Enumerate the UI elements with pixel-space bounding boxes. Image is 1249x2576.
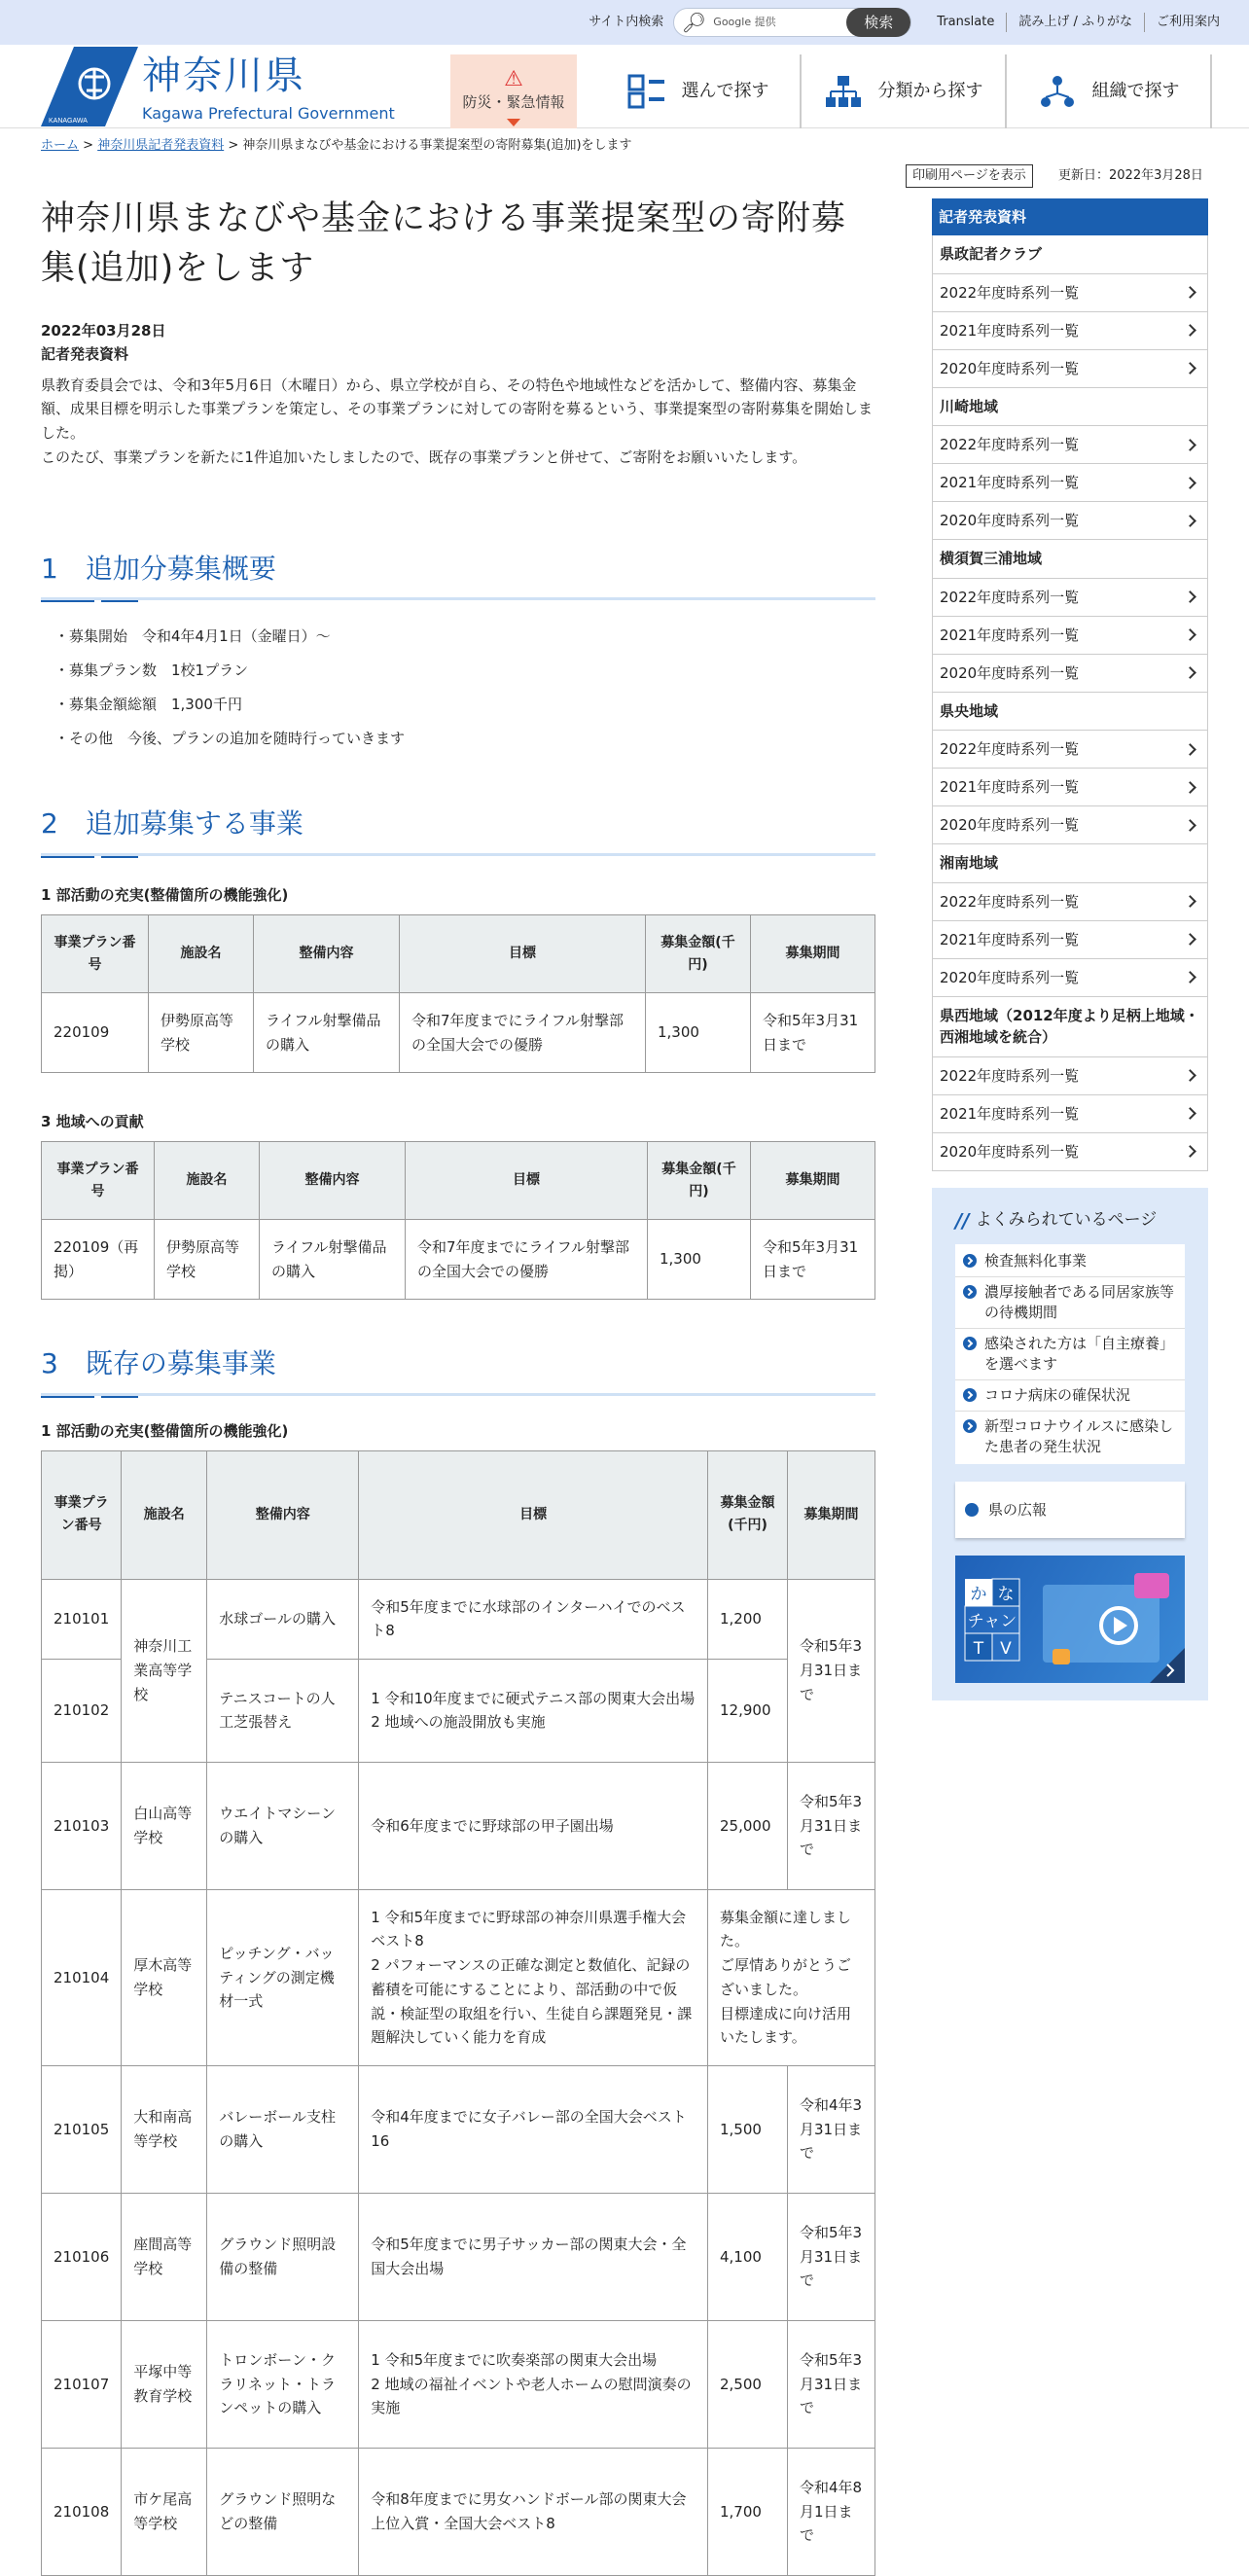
tv-banner-graphic (955, 1556, 1185, 1683)
sidebar-link-label: 2020年度時系列一覧 (940, 663, 1080, 682)
sidebar-link[interactable] (933, 654, 1207, 692)
search-box[interactable] (673, 8, 911, 37)
sidebar-title: 記者発表資料 (932, 198, 1208, 235)
cell-period: 令和5年3月31日まで (751, 993, 875, 1073)
sidebar-link-label: 2021年度時系列一覧 (940, 626, 1080, 644)
col-header-school: 施設名 (155, 1142, 260, 1220)
sidebar-link[interactable] (933, 463, 1207, 501)
chevron-right-icon (1184, 515, 1196, 527)
sidebar-link-label: 2021年度時系列一覧 (940, 474, 1080, 491)
popular-link-label: コロナ病床の確保状況 (984, 1385, 1131, 1404)
table-row (42, 2448, 875, 2575)
sidebar-link-label: 2020年度時系列一覧 (940, 512, 1080, 529)
cell-no: 220109（再掲） (42, 1220, 155, 1300)
popular-list (955, 1244, 1185, 1464)
chevron-right-icon (1184, 590, 1196, 603)
popular-link[interactable] (955, 1379, 1185, 1411)
cell-school: 神奈川工業高等学校 (122, 1579, 207, 1762)
chevron-right-icon (1184, 1107, 1196, 1120)
warning-icon: ⚠︎ (504, 67, 523, 91)
sidebar-link-label: 2021年度時系列一覧 (940, 321, 1080, 340)
cell-no: 220109 (42, 993, 149, 1073)
cell-amount: 1,300 (646, 993, 751, 1073)
table-row (42, 1220, 875, 1300)
cell-period: 令和5年3月31日まで (788, 2320, 875, 2448)
popular-link[interactable] (955, 1411, 1185, 1462)
nav-category-label: 分類から探す (877, 80, 983, 101)
emergency-info-button[interactable] (450, 54, 577, 128)
cell-period: 令和5年3月31日まで (751, 1220, 875, 1300)
chevron-right-icon (963, 1419, 977, 1433)
cell-period: 令和5年3月31日まで (788, 1762, 875, 1889)
sidebar-link-label: 2021年度時系列一覧 (940, 930, 1080, 948)
reading-link[interactable]: 読み上げ / ふりがな (1006, 13, 1144, 33)
tv-char-3: チャン (967, 1611, 1017, 1631)
list-item: ・募集金額総額 1,300千円 (54, 696, 242, 714)
popular-link[interactable] (955, 1328, 1185, 1379)
popular-link[interactable] (955, 1276, 1185, 1328)
table-row (42, 1579, 875, 1659)
chevron-right-icon (1184, 1069, 1196, 1082)
cell-goal: 令和8年度までに男女ハンドボール部の関東大会上位入賞・全国大会ベスト8 (359, 2448, 708, 2575)
table-row (42, 2320, 875, 2448)
cell-goal: 1 令和5年度までに吹奏楽部の関東大会出場 2 地域の福祉イベントや老人ホームの慰問演奏の実施 (359, 2320, 708, 2448)
sidebar-link-label: 2022年度時系列一覧 (940, 283, 1080, 302)
col-header-amount: 募集金額(千円) (646, 915, 751, 993)
chevron-right-icon (963, 1285, 977, 1299)
sidebar-link[interactable] (933, 958, 1207, 996)
sidebar-link-label: 2020年度時系列一覧 (940, 359, 1080, 377)
cell-amount: 1,200 (708, 1579, 788, 1659)
popular-link-label: 濃厚接触者である同居家族等の待機期間 (984, 1282, 1175, 1321)
chevron-right-icon (1184, 933, 1196, 946)
existing-plan-table (41, 1450, 875, 2576)
sidebar-link[interactable] (933, 311, 1207, 349)
sidebar-link-label: 2020年度時系列一覧 (940, 1142, 1080, 1161)
cell-content: 水球ゴールの購入 (207, 1579, 359, 1659)
popular-title: よくみられているページ (975, 1209, 1158, 1230)
cell-goal: 1 令和10年度までに硬式テニス部の関東大会出場 2 地域への施設開放も実施 (359, 1659, 708, 1762)
nav-choose-label: 選んで探す (681, 80, 769, 101)
cell-period: 令和4年3月31日まで (788, 2065, 875, 2193)
article-lead (41, 374, 875, 470)
table2-caption: 3 地域への貢献 (41, 1113, 144, 1131)
sidebar-link[interactable] (933, 805, 1207, 843)
col-header-amount: 募集金額(千円) (708, 1450, 788, 1579)
col-header-content: 整備内容 (260, 1142, 406, 1220)
cell-school: 伊勢原高等学校 (149, 993, 254, 1073)
cell-school: 座間高等学校 (122, 2193, 207, 2320)
cell-no: 210101 (42, 1579, 122, 1659)
col-header-no: 事業プラン番号 (42, 915, 149, 993)
cell-content: グラウンド照明などの整備 (207, 2448, 359, 2575)
sidebar-category: 県西地域（2012年度より足柄上地域・西湘地域を統合） (933, 996, 1207, 1056)
sidebar-link-label: 2022年度時系列一覧 (940, 892, 1080, 911)
breadcrumb-home[interactable]: ホーム (41, 138, 80, 153)
breadcrumb-section[interactable]: 神奈川県記者発表資料 (97, 138, 225, 153)
lead-paragraph-1: 県教育委員会では、令和3年5月6日（木曜日）から、県立学校が自ら、その特色や地域性などを活かして、整備内容、募集金額、成果目標を明示した事業プランを策定し、その事業プランに対しての寄附を募るという、事業提案型の寄附募集を開始しました。 (41, 376, 874, 442)
cell-period: 令和4年8月1日まで (788, 2448, 875, 2575)
sidebar-link[interactable] (933, 578, 1207, 616)
sidebar-link-label: 2021年度時系列一覧 (940, 1104, 1080, 1123)
chevron-right-icon (1184, 286, 1196, 299)
tv-char-4: T (973, 1638, 984, 1659)
col-header-content: 整備内容 (207, 1450, 359, 1579)
nav-organization[interactable] (1007, 54, 1212, 128)
section-heading-1: 1 追加分募集概要 (41, 548, 875, 601)
emergency-label: 防災・緊急情報 (462, 93, 565, 111)
global-nav (450, 54, 1212, 128)
cell-school: 市ケ尾高等学校 (122, 2448, 207, 2575)
cell-school: 平塚中等教育学校 (122, 2320, 207, 2448)
col-header-period: 募集期間 (788, 1450, 875, 1579)
page-title: 神奈川県まなびや基金における事業提案型の寄附募集(追加)をします (41, 199, 847, 288)
logo-small-text: KANAGAWA (49, 118, 88, 125)
cell-period: 令和5年3月31日まで (788, 1579, 875, 1762)
cell-period: 令和5年3月31日まで (788, 2193, 875, 2320)
chevron-down-icon (507, 119, 520, 126)
breadcrumb: ホーム > 神奈川県記者発表資料 > 神奈川県まなびや基金における事業提案型の寄附募集(追加)をします (41, 138, 632, 153)
cell-content: グラウンド照明設備の整備 (207, 2193, 359, 2320)
chevron-right-icon (965, 1503, 979, 1517)
sidebar-category: 湘南地域 (933, 843, 1207, 882)
article-kind: 記者発表資料 (41, 344, 129, 363)
cell-school: 白山高等学校 (122, 1762, 207, 1889)
chevron-right-icon (1184, 819, 1196, 832)
sidebar-link-label: 2022年度時系列一覧 (940, 436, 1080, 453)
logo-title: 神奈川県 (142, 54, 305, 98)
sidebar-link[interactable] (933, 1094, 1207, 1132)
sidebar-category: 横須賀三浦地域 (933, 539, 1207, 578)
popular-link-label: 検査無料化事業 (984, 1251, 1088, 1270)
nav-choose[interactable] (596, 54, 802, 128)
popular-link-label: 新型コロナウイルスに感染した患者の発生状況 (984, 1416, 1174, 1455)
list-item: ・募集プラン数 1校1プラン (54, 662, 249, 680)
cell-goal: 1 令和5年度までに野球部の神奈川県選手権大会ベスト8 2 パフォーマンスの正確な測定と数値化、記録の蓄積を可能にすることにより、部活動の中で仮説・検証型の取組を行い、生徒自ら課題発見・課題解決していく能力を育成 (359, 1889, 708, 2065)
article-date: 2022年03月28日 (41, 321, 166, 340)
logo-subtitle: Kagawa Prefectural Government (142, 104, 395, 123)
sidebar-link-label: 2021年度時系列一覧 (940, 778, 1080, 796)
sidebar-link[interactable] (933, 501, 1207, 539)
cell-no: 210107 (42, 2320, 122, 2448)
sidebar-link[interactable] (933, 425, 1207, 463)
chevron-right-icon (1184, 666, 1196, 679)
cell-goal: 令和6年度までに野球部の甲子園出場 (359, 1762, 708, 1889)
list-item: ・募集開始 令和4年4月1日（金曜日）～ (54, 627, 331, 646)
translate-link[interactable]: Translate (937, 14, 995, 29)
sidebar-link[interactable] (933, 768, 1207, 805)
main-content (41, 195, 875, 2576)
cell-goal: 令和7年度までにライフル射撃部の全国大会での優勝 (406, 1220, 648, 1300)
chevron-right-icon (1184, 362, 1196, 375)
cell-amount: 25,000 (708, 1762, 788, 1889)
col-header-content: 整備内容 (254, 915, 400, 993)
updated-date: 更新日：2022年3月28日 (1058, 168, 1203, 183)
chevron-right-icon (1184, 439, 1196, 451)
chevron-right-icon (1184, 743, 1196, 756)
guide-link[interactable]: ご利用案内 (1144, 13, 1231, 33)
sidebar-link-label: 2020年度時系列一覧 (940, 968, 1080, 986)
table-row (42, 993, 875, 1073)
table3-caption: 1 部活動の充実(整備箇所の機能強化) (41, 1421, 289, 1440)
search-button[interactable]: 検索 (846, 8, 910, 37)
cell-goal: 令和5年度までに男子サッカー部の関東大会・全国大会出場 (359, 2193, 708, 2320)
col-header-period: 募集期間 (751, 1142, 875, 1220)
nav-category[interactable] (802, 54, 1007, 128)
cell-no: 210106 (42, 2193, 122, 2320)
cell-content: ピッチング・バッティングの測定機材一式 (207, 1889, 359, 2065)
table1-caption: 1 部活動の充実(整備箇所の機能強化) (41, 886, 289, 905)
cell-amount: 1,500 (708, 2065, 788, 2193)
chevron-right-icon (1184, 781, 1196, 794)
sidebar-category: 県政記者クラブ (940, 245, 1043, 263)
summary-list (41, 620, 875, 756)
cell-content: バレーボール支柱の購入 (207, 2065, 359, 2193)
chevron-right-icon (963, 1254, 977, 1268)
cell-no: 210103 (42, 1762, 122, 1889)
print-button[interactable]: 印刷用ページを表示 (906, 164, 1033, 188)
cell-amount: 1,300 (648, 1220, 751, 1300)
popular-pages-panel (932, 1188, 1208, 1700)
sidebar-link[interactable] (933, 882, 1207, 920)
nav-organization-label: 組織で探す (1091, 80, 1180, 101)
utility-bar (0, 0, 1249, 45)
sidebar-category: 県央地域 (933, 692, 1207, 731)
popular-link[interactable] (955, 1246, 1185, 1276)
breadcrumb-current: 神奈川県まなびや基金における事業提案型の寄附募集(追加)をします (242, 138, 632, 153)
chevron-right-icon (1184, 1145, 1196, 1158)
koho-link[interactable] (955, 1482, 1185, 1538)
additional-plan-table-2 (41, 1141, 875, 1300)
sidebar-link[interactable] (933, 616, 1207, 654)
chevron-right-icon (1184, 628, 1196, 641)
sidebar-link-label: 2022年度時系列一覧 (940, 588, 1080, 606)
cell-content: ライフル射撃備品の購入 (254, 993, 400, 1073)
col-header-school: 施設名 (122, 1450, 207, 1579)
chevron-right-icon (963, 1388, 977, 1402)
cell-school: 大和南高等学校 (122, 2065, 207, 2193)
site-search-label: サイト内検索 (589, 14, 664, 29)
cell-goal: 令和4年度までに女子バレー部の全国大会ベスト16 (359, 2065, 708, 2193)
prefecture-emblem-icon (41, 47, 138, 126)
hierarchy-icon (824, 74, 863, 109)
cell-content: ウエイトマシーンの購入 (207, 1762, 359, 1889)
koho-label: 県の広報 (988, 1500, 1048, 1519)
chevron-right-icon (1184, 971, 1196, 984)
col-header-goal: 目標 (400, 915, 646, 993)
sidebar-category: 川崎地域 (933, 387, 1207, 426)
cell-amount: 4,100 (708, 2193, 788, 2320)
organization-icon (1038, 74, 1077, 109)
col-header-goal: 目標 (359, 1450, 708, 1579)
sidebar-link-label: 2022年度時系列一覧 (940, 740, 1080, 758)
popular-link-label: 感染された方は「自主療養」を選べます (984, 1334, 1175, 1373)
cell-note: 募集金額に達しました。 ご厚情ありがとうございました。 目標達成に向け活用いたします。 (708, 1889, 875, 2065)
tv-char-2: な (997, 1584, 1015, 1604)
sidebar-link[interactable] (933, 920, 1207, 958)
table-row (42, 2065, 875, 2193)
slash-icon: // (955, 1208, 970, 1233)
table-row (42, 1889, 875, 2065)
chevron-right-icon (963, 1337, 977, 1350)
col-header-goal: 目標 (406, 1142, 648, 1220)
cell-content: テニスコートの人工芝張替え (207, 1659, 359, 1762)
col-header-school: 施設名 (149, 915, 254, 993)
cell-no: 210108 (42, 2448, 122, 2575)
sidebar-link[interactable] (933, 349, 1207, 387)
table-row (42, 2193, 875, 2320)
sidebar-link[interactable] (933, 273, 1207, 311)
search-input[interactable]: Google 提供 (713, 16, 776, 29)
cell-amount: 12,900 (708, 1659, 788, 1762)
lead-paragraph-2: このたび、事業プランを新たに1件追加いたしましたので、既存の事業プランと併せて、ご寄附をお願いいたします。 (41, 447, 807, 466)
cell-school: 厚木高等学校 (122, 1889, 207, 2065)
cell-no: 210102 (42, 1659, 122, 1762)
chevron-right-icon (1184, 324, 1196, 337)
kanachan-tv-banner[interactable] (955, 1556, 1185, 1683)
sidebar-link-label: 2022年度時系列一覧 (940, 1066, 1080, 1085)
cell-content: トロンボーン・クラリネット・トランペットの購入 (207, 2320, 359, 2448)
cell-no: 210105 (42, 2065, 122, 2193)
table-row (42, 1762, 875, 1889)
site-header (0, 45, 1249, 128)
checklist-icon (627, 74, 666, 109)
sidebar-link[interactable] (933, 730, 1207, 768)
site-logo[interactable] (41, 47, 395, 126)
search-icon: 🔎︎ (681, 11, 706, 34)
tv-char-1: か (970, 1584, 987, 1604)
col-header-amount: 募集金額(千円) (648, 1142, 751, 1220)
tv-char-5: V (1000, 1638, 1012, 1659)
col-header-no: 事業プラン番号 (42, 1142, 155, 1220)
sidebar-menu (932, 235, 1208, 1171)
cell-goal: 令和7年度までにライフル射撃部の全国大会での優勝 (400, 993, 646, 1073)
chevron-right-icon (1184, 895, 1196, 908)
col-header-period: 募集期間 (751, 915, 875, 993)
col-header-no: 事業プラン番号 (42, 1450, 122, 1579)
cell-content: ライフル射撃備品の購入 (260, 1220, 406, 1300)
cell-goal: 令和5年度までに水球部のインターハイでのベスト8 (359, 1579, 708, 1659)
additional-plan-table (41, 914, 875, 1073)
cell-school: 伊勢原高等学校 (155, 1220, 260, 1300)
cell-amount: 2,500 (708, 2320, 788, 2448)
list-item: ・その他 今後、プランの追加を随時行っていきます (54, 730, 406, 748)
chevron-right-icon (1184, 477, 1196, 489)
sidebar-link[interactable] (933, 1056, 1207, 1094)
section-heading-3: 3 既存の募集事業 (41, 1342, 875, 1396)
sidebar-link-label: 2020年度時系列一覧 (940, 816, 1080, 834)
cell-no: 210104 (42, 1889, 122, 2065)
cell-amount: 1,700 (708, 2448, 788, 2575)
sidebar-link[interactable] (933, 1132, 1207, 1170)
sidebar (932, 198, 1208, 1700)
section-heading-2: 2 追加募集する事業 (41, 803, 875, 856)
